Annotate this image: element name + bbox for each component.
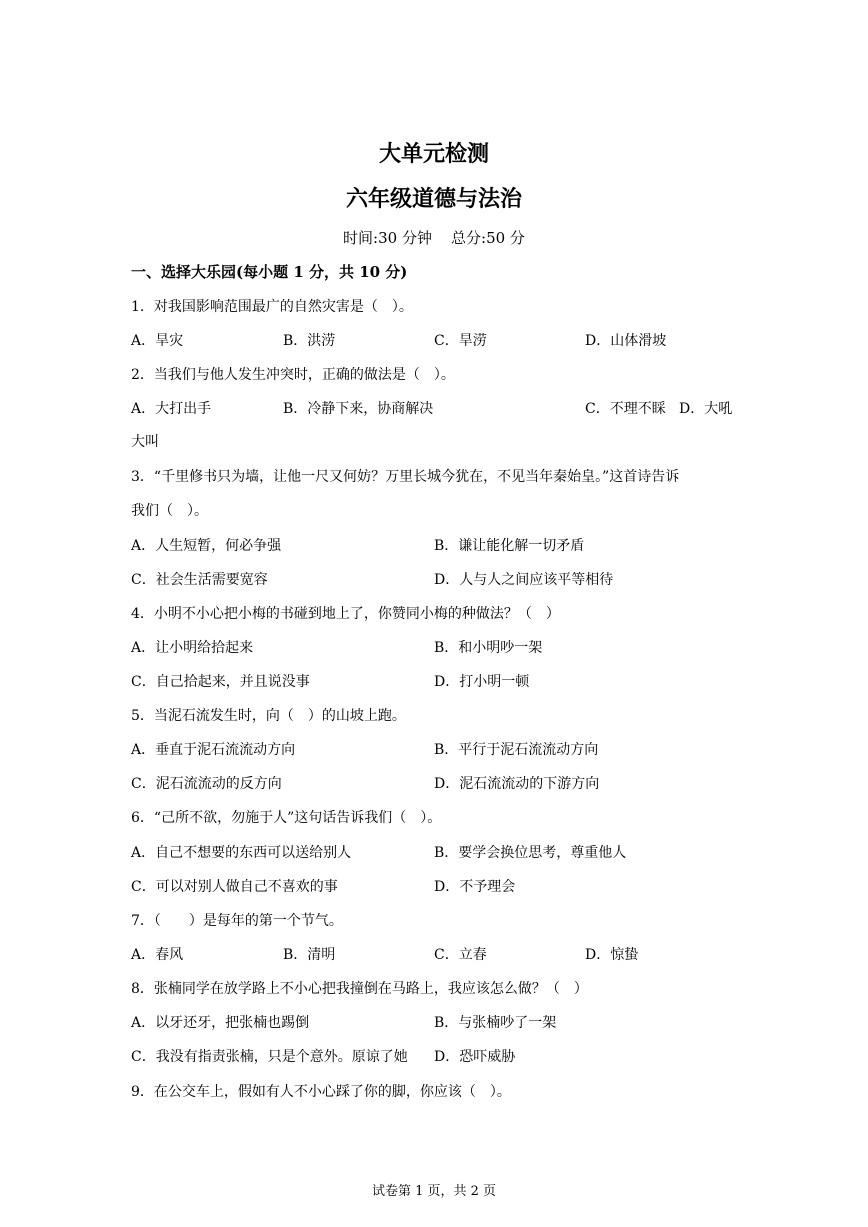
question-2-option-d-wrap: 大叫	[131, 434, 159, 450]
question-7-option-c: C．立春	[434, 947, 487, 963]
question-1-option-b: B．洪涝	[283, 333, 336, 349]
question-1-option-a: A．旱灾	[131, 333, 184, 349]
question-6-stem: 6．“己所不欲，勿施于人”这句话告诉我们（ ）。	[131, 810, 442, 826]
question-6-option-b: B．要学会换位思考，尊重他人	[434, 845, 627, 861]
question-8-option-c: C．我没有指责张楠，只是个意外。原谅了她	[131, 1049, 408, 1065]
question-2-option-d: D．大吼	[679, 401, 733, 417]
page-subtitle: 六年级道德与法治	[345, 186, 522, 212]
question-8-option-d: D．恐吓威胁	[434, 1049, 516, 1065]
question-3-stem: 3．“千里修书只为墙，让他一尺又何妨？万里长城今犹在，不见当年秦始皇。”这首诗告诉	[131, 469, 680, 485]
question-9-stem: 9．在公交车上，假如有人不小心踩了你的脚，你应该（ ）。	[131, 1084, 511, 1100]
question-4-option-d: D．打小明一顿	[434, 674, 530, 690]
question-2-option-c: C．不理不睬	[585, 401, 666, 417]
question-7-stem: 7．（ ）是每年的第一个节气。	[131, 913, 343, 929]
question-3-option-c: C．社会生活需要宽容	[131, 572, 268, 588]
question-1-option-c: C．旱涝	[434, 333, 487, 349]
question-2-option-b: B．冷静下来，协商解决	[283, 401, 434, 417]
question-8-option-b: B．与张楠吵了一架	[434, 1015, 557, 1031]
question-1-option-d: D．山体滑坡	[585, 333, 667, 349]
page-title: 大单元检测	[378, 141, 489, 167]
question-6-option-d: D．不予理会	[434, 879, 516, 895]
question-8-option-a: A．以牙还牙，把张楠也踢倒	[131, 1015, 310, 1031]
exam-time-info: 时间:30 分钟 总分:50 分	[343, 229, 525, 247]
question-5-option-a: A．垂直于泥石流流动方向	[131, 742, 296, 758]
question-2-stem: 2．当我们与他人发生冲突时，正确的做法是（ ）。	[131, 367, 455, 383]
question-2-option-a: A．大打出手	[131, 401, 212, 417]
question-5-option-b: B．平行于泥石流流动方向	[434, 742, 599, 758]
question-3-option-d: D．人与人之间应该平等相待	[434, 572, 614, 588]
question-8-stem: 8．张楠同学在放学路上不小心把我撞倒在马路上，我应该怎么做？（ ）	[131, 981, 588, 997]
question-6-option-c: C．可以对别人做自己不喜欢的事	[131, 879, 338, 895]
question-3-option-b: B．谦让能化解一切矛盾	[434, 538, 585, 554]
section-heading: 一、选择大乐园(每小题 1 分，共 10 分)	[131, 263, 408, 281]
question-3-option-a: A．人生短暂，何必争强	[131, 538, 282, 554]
question-7-option-b: B．清明	[283, 947, 336, 963]
question-4-stem: 4．小明不小心把小梅的书碰到地上了，你赞同小梅的种做法？（ ）	[131, 606, 560, 622]
question-7-option-d: D．惊蛰	[585, 947, 639, 963]
question-4-option-a: A．让小明给拾起来	[131, 640, 254, 656]
question-1-stem: 1．对我国影响范围最广的自然灾害是（ ）。	[131, 299, 413, 315]
question-4-option-b: B．和小明吵一架	[434, 640, 543, 656]
question-5-option-c: C．泥石流流动的反方向	[131, 776, 282, 792]
question-4-option-c: C．自己拾起来，并且说没事	[131, 674, 310, 690]
page-footer: 试卷第 1 页，共 2 页	[371, 1184, 497, 1199]
question-6-option-a: A．自己不想要的东西可以送给别人	[131, 845, 352, 861]
question-3-stem-wrap: 我们（ ）。	[131, 503, 208, 519]
question-5-stem: 5．当泥石流发生时，向（ ）的山坡上跑。	[131, 708, 406, 724]
question-7-option-a: A．春风	[131, 947, 184, 963]
question-5-option-d: D．泥石流流动的下游方向	[434, 776, 600, 792]
